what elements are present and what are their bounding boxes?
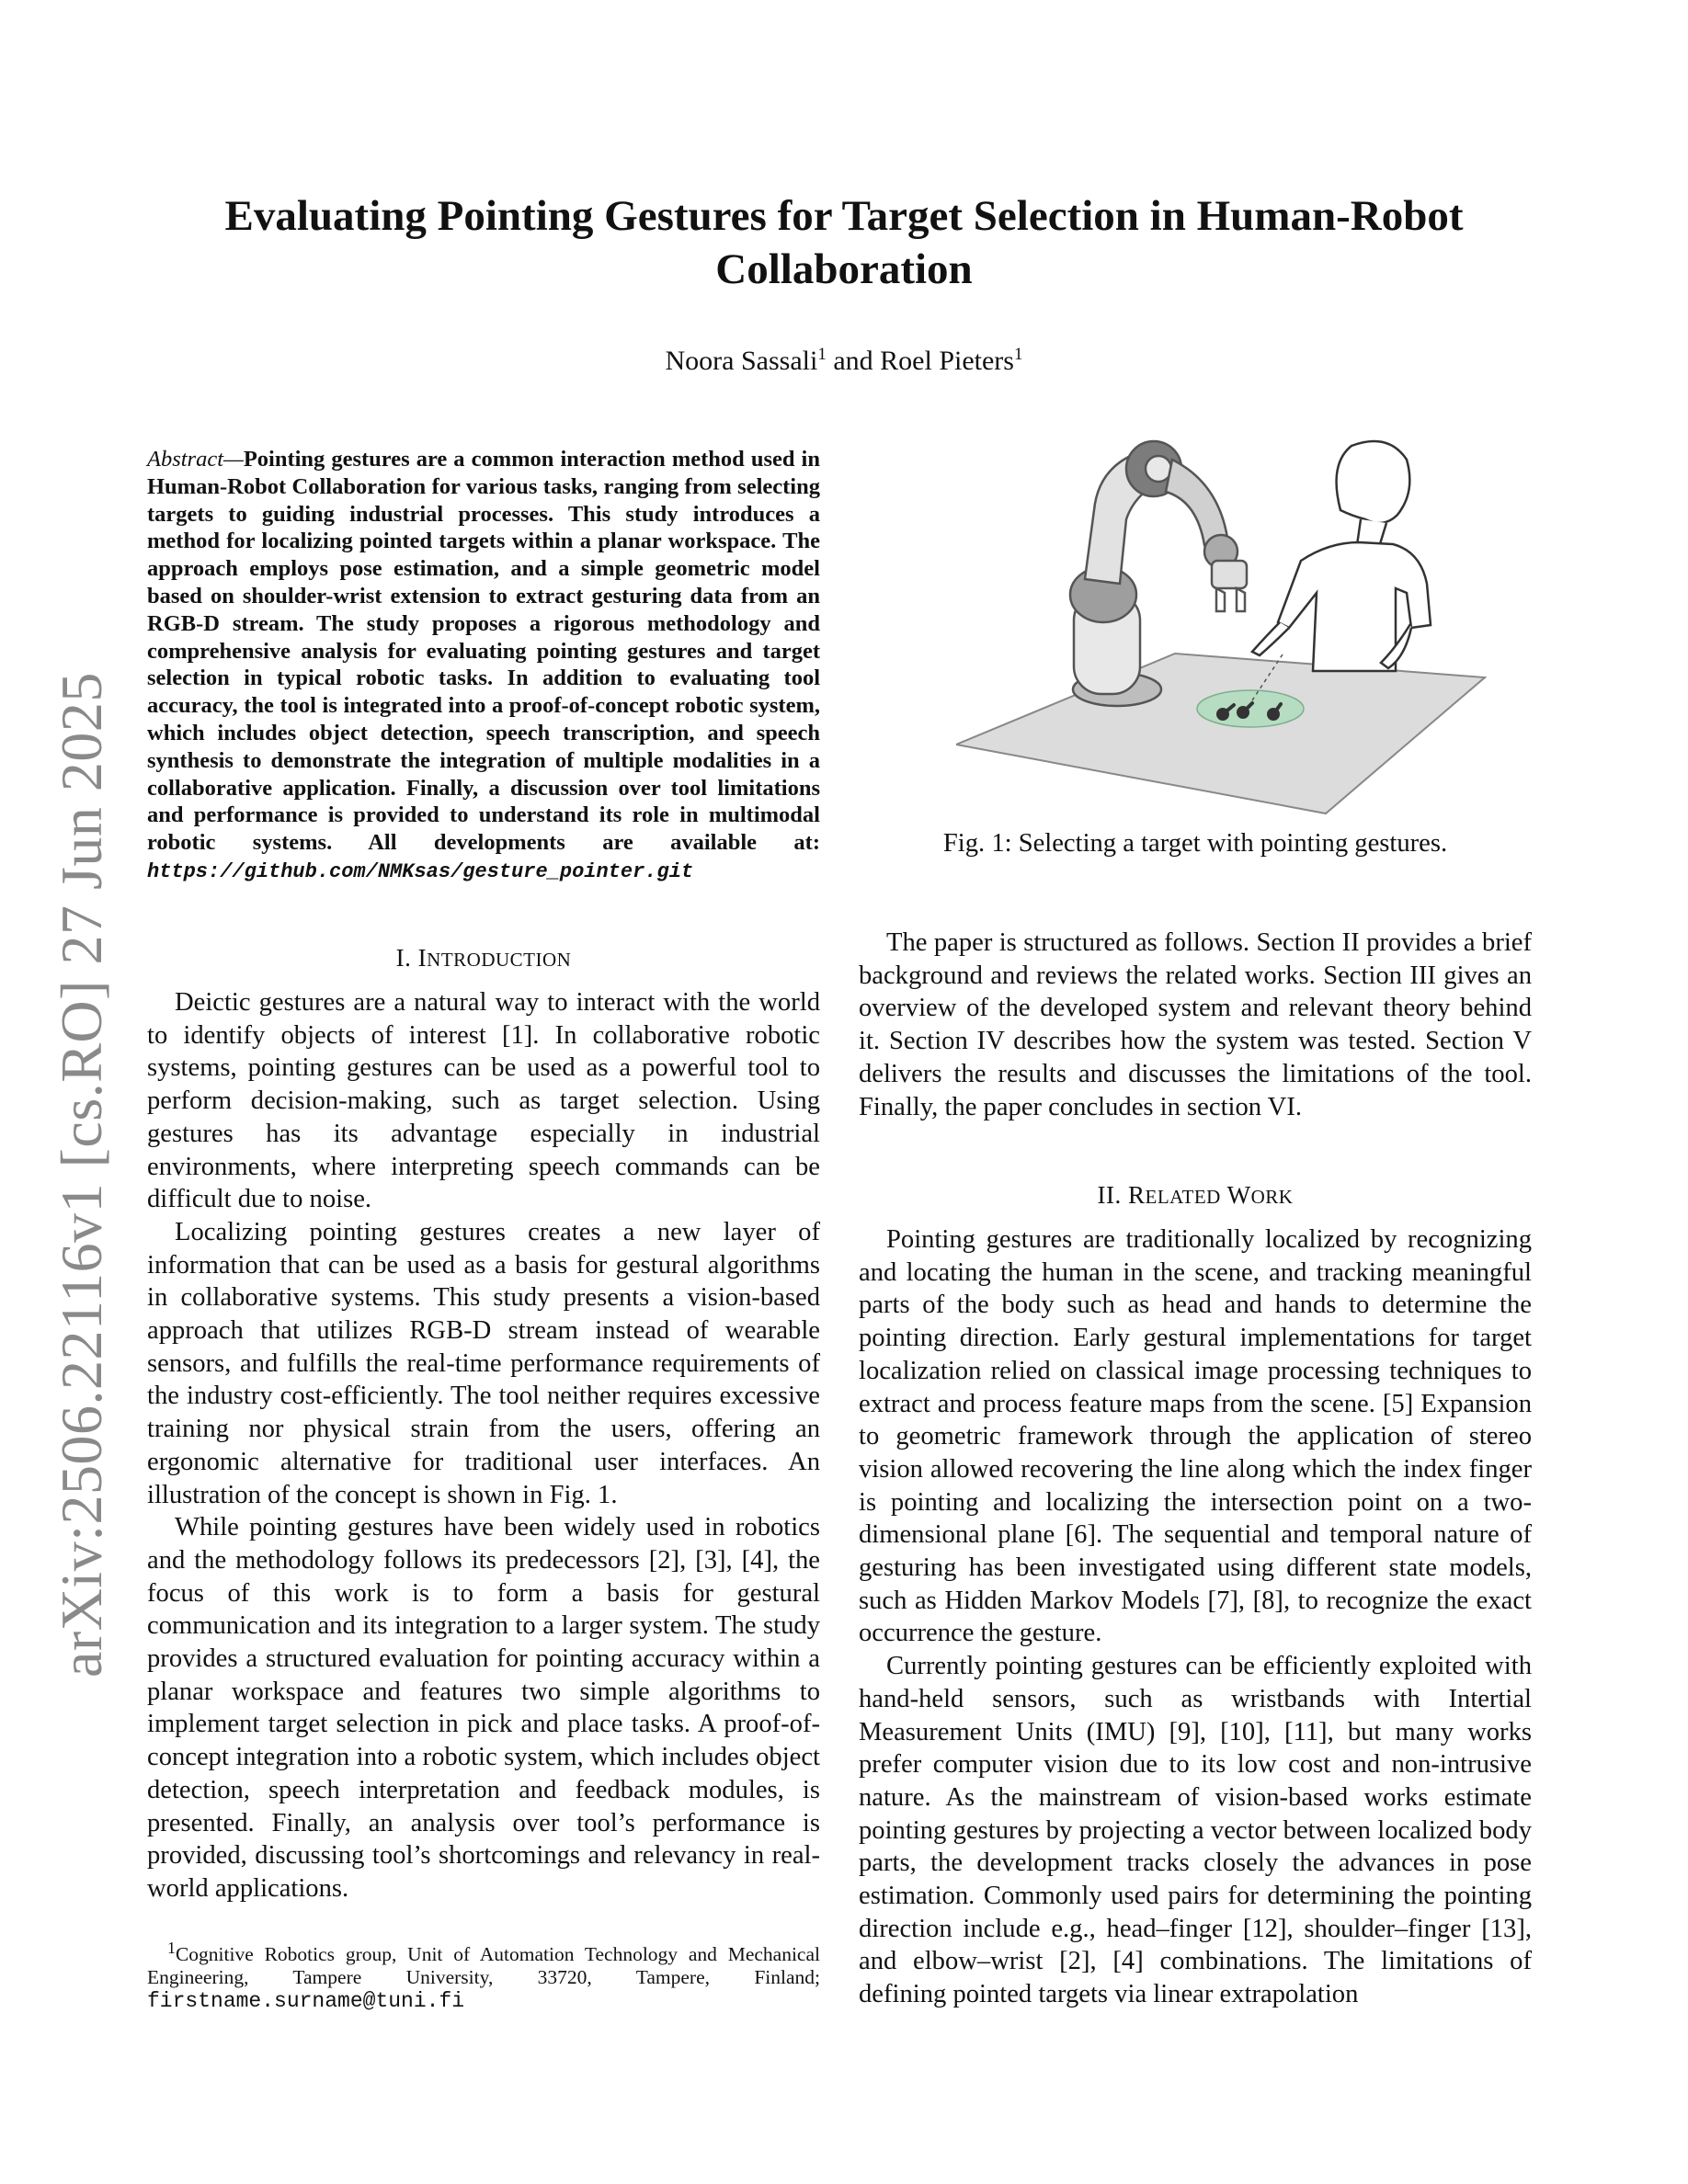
author-name: Noora Sassali (665, 346, 818, 376)
repository-link[interactable]: https://github.com/NMKsas/gesture_pointer.git (147, 859, 694, 883)
author-line (175, 345, 1513, 377)
paragraph: While pointing gestures have been widely used in robotics and the methodology follows its predecessors [2], [3], [4], the focus of this work is to form a basis for gestural communication and its integration to a larger system. The study provides a structured evaluation for pointing accuracy within a planar workspace and features two simple algorithms to implement target selection in pick and place tasks. A proof-of-concept integration into a robotic system, which includes object detection, speech interpretation and feedback modules, is presented. Finally, an analysis over tool’s performance is provided, discussing tool’s shortcomings and relevancy in real-world applications. (147, 1513, 820, 1903)
section-number: I. (395, 944, 412, 972)
related-work-body (859, 1223, 1532, 2011)
section-title-rest: NTRODUCTION (427, 949, 572, 971)
section-title-rest: ORK (1250, 1186, 1294, 1208)
abstract (147, 446, 820, 886)
affiliation-mark: 1 (1013, 345, 1023, 364)
paragraph: Deictic gestures are a natural way to interact with the world to identify objects of interest [1]. In collaborative robotic systems, pointing gestures can be used as a powerful tool to perform decision-making, such as target selection. Using gestures has its advantage especially in industrial environments, where interpreting speech commands can be difficult due to noise. (147, 988, 820, 1214)
contact-email: firstname.surname@tuni.fi (147, 1989, 465, 2014)
abstract-lead: Abstract— (147, 447, 244, 472)
paper-structure-paragraph (859, 927, 1532, 1123)
introduction-body (147, 986, 820, 1905)
section-heading-introduction (147, 944, 820, 973)
section-heading-related-work (859, 1181, 1532, 1210)
figure-robot-pointing-illustration (956, 427, 1526, 832)
paragraph: Localizing pointing gestures creates a new layer of information that can be used as a basis for gestural algorithms in collaborative systems. This study presents a vision-based approach that utilizes RGB-D stream instead of wearable sensors, and fulfills the real-time performance requirements of the industry cost-efficiently. The tool neither requires excessive training nor physical strain from the users, offering an ergonomic alternative for traditional user interfaces. An illustration of the concept is shown in Fig. 1. (147, 1217, 820, 1509)
paragraph: Pointing gestures are traditionally localized by recognizing and locating the human in the scene, and tracking meaningful parts of the body such as head and hands to determine the pointing direction. Early gestural implementations for target localization relied on classical image processing techniques to extract and process feature maps from the scene. [5] Expansion to geometric framework through the application of stereo vision allowed recovering the line along which the index finger is pointing and localizing the intersection point on a two-dimensional plane [6]. The sequential and temporal nature of gesturing has been investigated using different state models, such as Hidden Markov Models [7], [8], to recognize the exact occurrence the gesture. (859, 1225, 1532, 1648)
footnote-mark: 1 (167, 1939, 176, 1957)
arxiv-identifier: arXiv:2506.22116v1 [cs.RO] 27 Jun 2025 (49, 672, 114, 1678)
section-number: II. (1097, 1181, 1122, 1209)
figure-caption: Fig. 1: Selecting a target with pointing gestures. (942, 829, 1448, 858)
abstract-text: Pointing gestures are a common interaction method used in Human-Robot Collaboration for various tasks, ranging from selecting targets to guiding industrial processes. This study introduces a method for localizing pointed targets within a planar workspace. The approach employs pose estimation, and a simple geometric model based on shoulder-wrist extension to extract gesturing data from an RGB-D stream. The study proposes a rigorous methodology and comprehensive analysis for evaluating pointing gestures and target selection in typical robotic tasks. In addition to evaluating tool accuracy, the tool is integrated into a proof-of-concept robotic system, which includes object detection, speech transcription, and speech synthesis to demonstrate the integration of multiple modalities in a collaborative application. Finally, a discussion over tool limitations and performance is provided to understand its role in multimodal robotic systems. All developments are available at: (147, 447, 820, 856)
affiliation-mark: 1 (817, 345, 827, 364)
author-name: Roel Pieters (880, 346, 1014, 376)
paragraph: Currently pointing gestures can be efficiently exploited with hand-held sensors, such as wristbands with Intertial Measurement Units (IMU) [9], [10], [11], but many works prefer computer vision due to its low cost and non-intrusive nature. As the mainstream of vision-based works estimate pointing gestures by projecting a vector between localized body parts, the development tracks closely the advances in pose estimation. Commonly used pairs for determining the pointing direction include e.g., head–finger [12], shoulder–finger [13], and elbow–wrist [2], [4] combinations. The limitations of defining pointed targets via linear extrapolation (859, 1652, 1532, 2009)
section-initial: W (1226, 1181, 1251, 1209)
workspace-table (956, 654, 1485, 813)
author-conjunction: and (833, 346, 873, 376)
paper-title: Evaluating Pointing Gestures for Target Selection in Human-Robot Collaboration (224, 192, 1464, 293)
target-area (1197, 690, 1304, 727)
section-title-rest: ELATED (1145, 1186, 1221, 1208)
paragraph: The paper is structured as follows. Section II provides a brief background and reviews the related works. Section III gives an overview of the developed system and relevant theory behind it. Section IV describes how the system was tested. Section V delivers the results and discusses the limitations of the tool. Finally, the paper concludes in section VI. (859, 928, 1532, 1121)
section-initial: R (1128, 1181, 1146, 1209)
footnote (147, 1937, 820, 2013)
footnote-text: Cognitive Robotics group, Unit of Automation Technology and Mechanical Engineering, Tampere University, 33720, Tampere, Finland; (147, 1943, 820, 1989)
human-operator (1252, 441, 1431, 671)
section-initial: I (417, 944, 428, 972)
